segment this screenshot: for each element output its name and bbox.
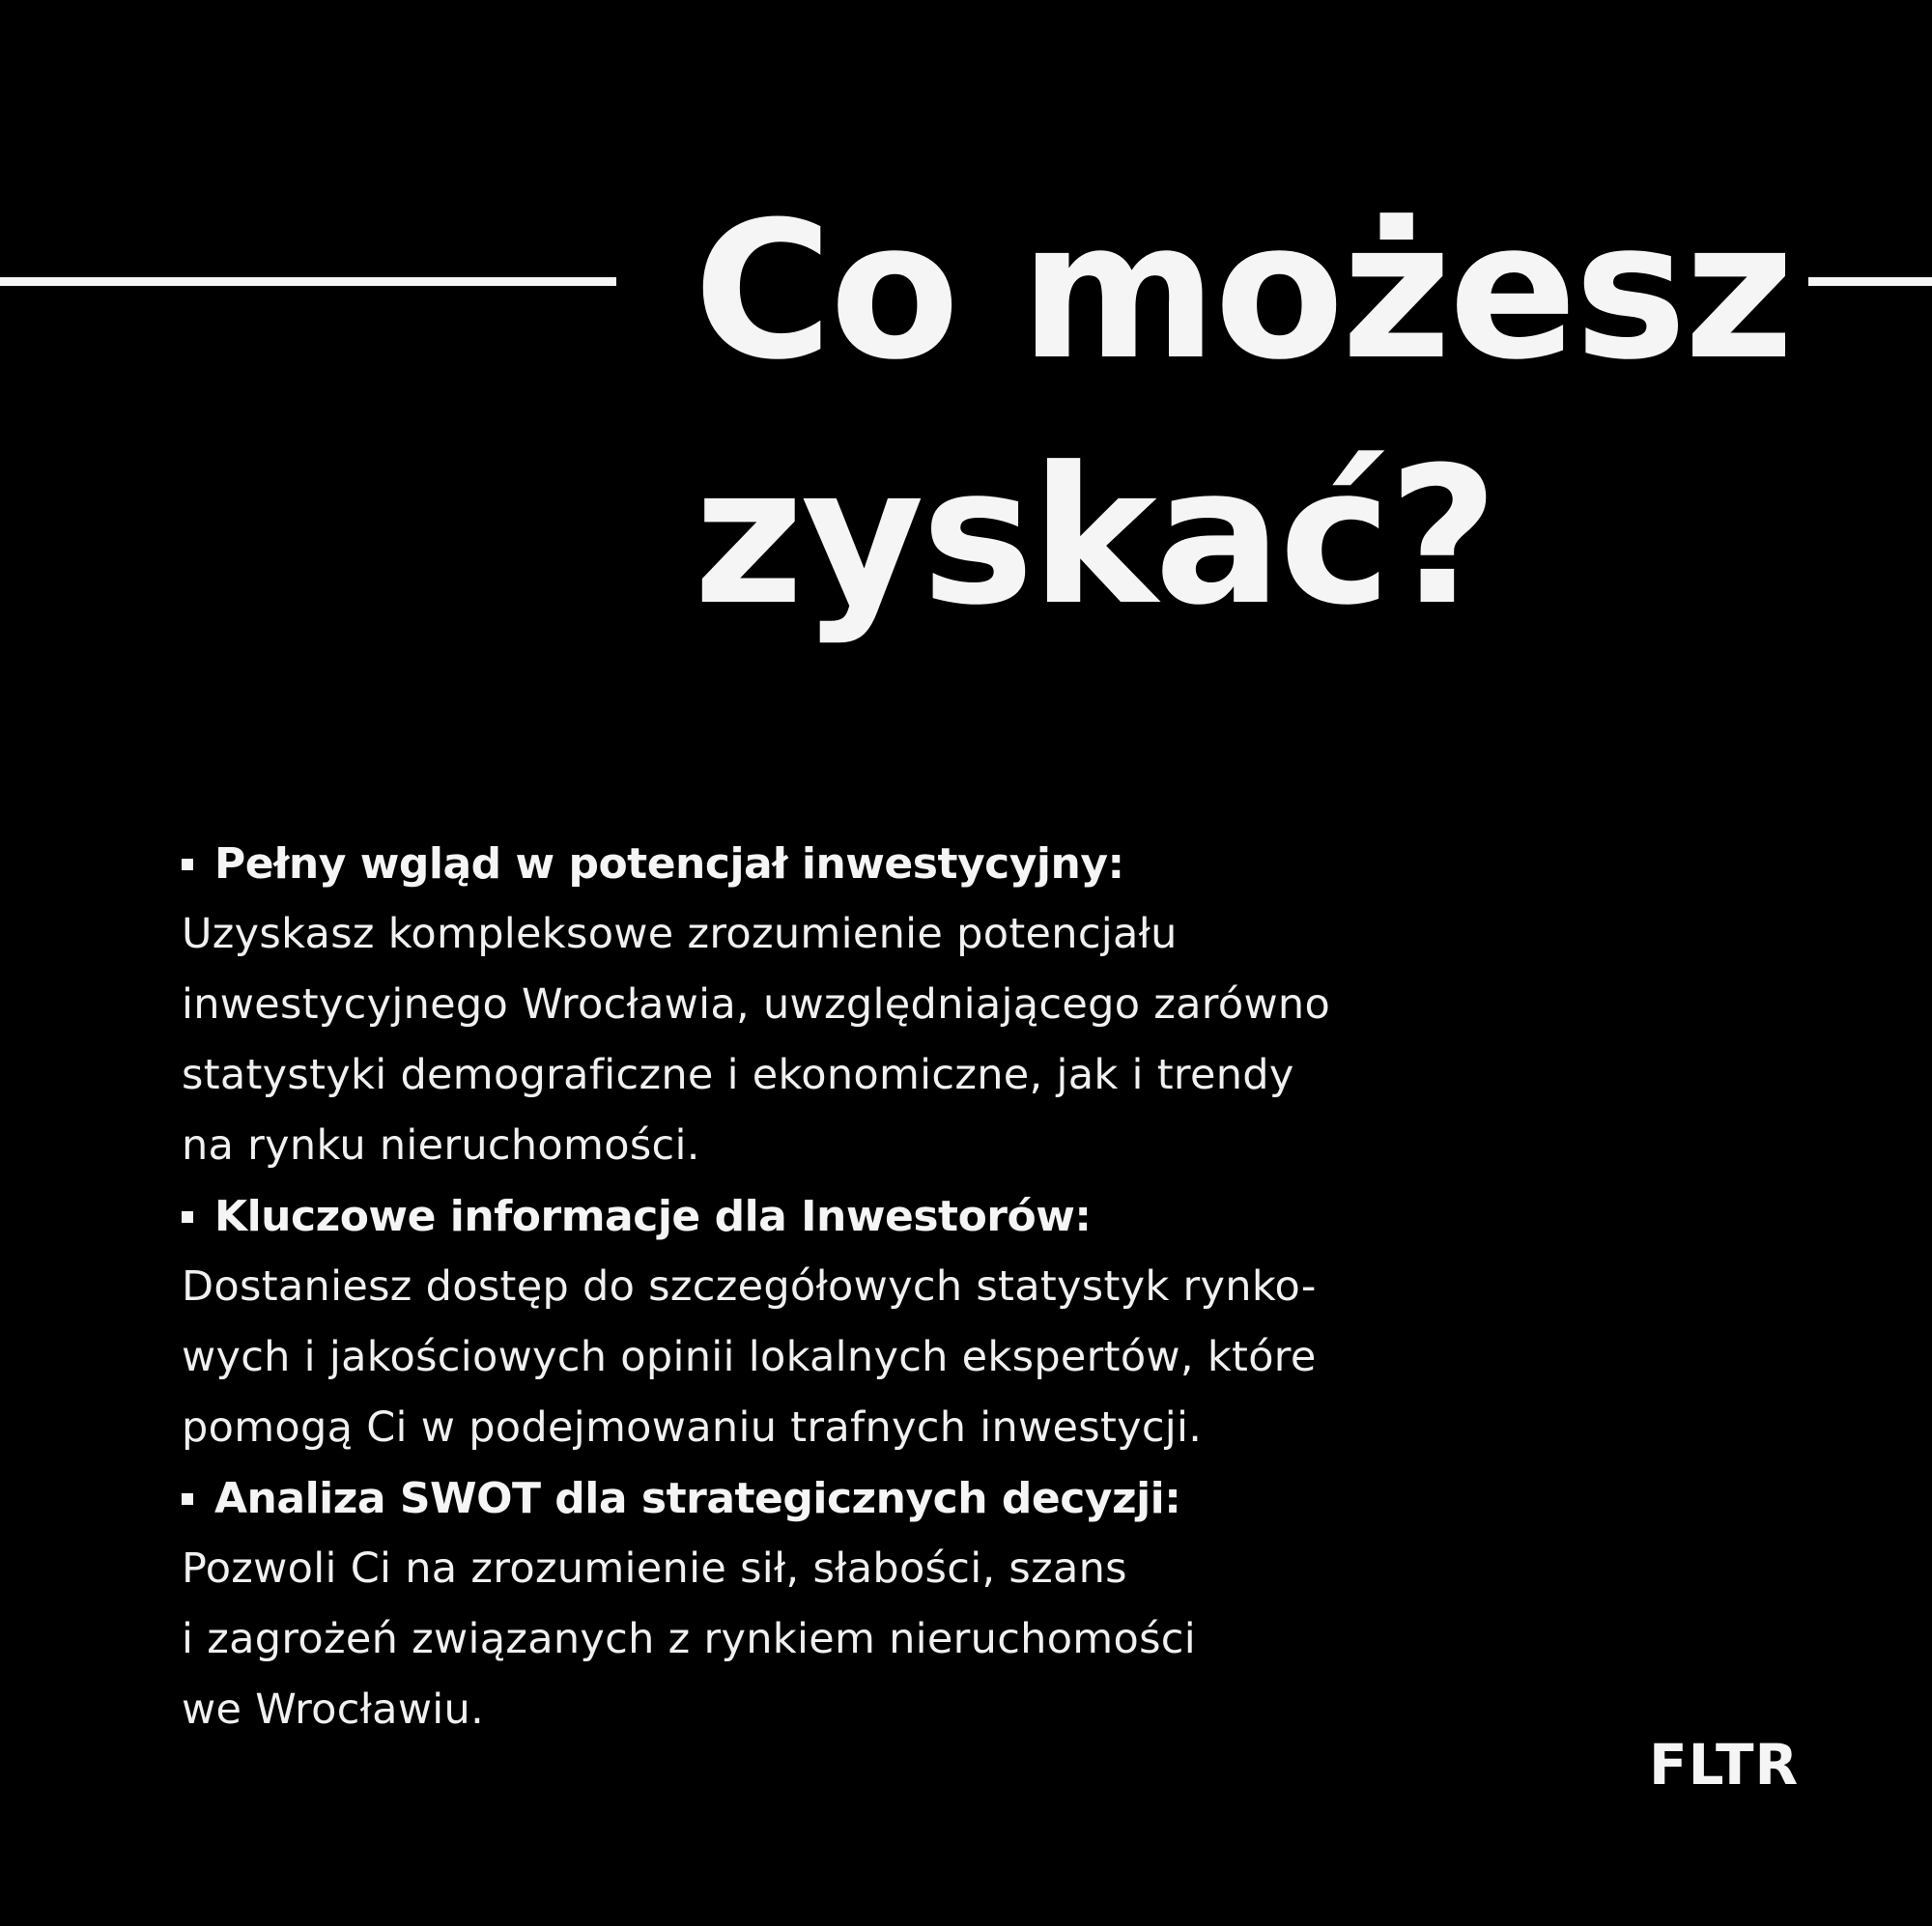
benefit-description-line: Dostaniesz dostęp do szczegółowych statystyk rynko- xyxy=(182,1262,1317,1311)
benefits-list xyxy=(182,829,1534,1745)
benefit-description-line: Uzyskasz kompleksowe zrozumienie potencjału xyxy=(182,910,1178,958)
headline-line-2: zyskać? xyxy=(694,427,1495,647)
benefit-title-text: Analiza SWOT dla strategicznych decyzji: xyxy=(214,1474,1181,1523)
square-bullet-icon xyxy=(182,1211,193,1223)
benefit-description-line: inwestycyjnego Wrocławia, uwzględniającego zarówno xyxy=(182,980,1331,1029)
benefit-title-text: Kluczowe informacje dla Inwestorów: xyxy=(214,1192,1092,1241)
benefit-description-line: pomogą Ci w podejmowaniu trafnych inwestycji. xyxy=(182,1403,1203,1452)
benefit-title xyxy=(182,1463,1534,1534)
benefit-title xyxy=(182,1181,1534,1252)
benefit-item xyxy=(182,829,1534,1181)
headline xyxy=(694,169,1853,660)
square-bullet-icon xyxy=(182,1493,193,1505)
benefit-description-line: i zagrożeń związanych z rynkiem nieruchomości xyxy=(182,1615,1196,1663)
benefit-title xyxy=(182,829,1534,899)
benefit-description-line: we Wrocławiu. xyxy=(182,1685,485,1734)
benefit-description-line: statystyki demograficzne i ekonomiczne, jak i trendy xyxy=(182,1051,1294,1099)
square-bullet-icon xyxy=(182,859,193,870)
benefit-item xyxy=(182,1463,1534,1745)
benefit-title-text: Pełny wgląd w potencjał inwestycyjny: xyxy=(214,839,1124,889)
decorative-rule-left xyxy=(0,277,616,286)
benefit-description-line: Pozwoli Ci na zrozumienie sił, słabości, szans xyxy=(182,1544,1127,1593)
benefit-description-line: na rynku nieruchomości. xyxy=(182,1121,700,1170)
benefit-description-line: wych i jakościowych opinii lokalnych ekspertów, które xyxy=(182,1333,1317,1381)
benefit-item xyxy=(182,1181,1534,1463)
headline-line-1: Co możesz xyxy=(694,182,1792,402)
brand-logo: FLTR xyxy=(1649,1732,1800,1798)
